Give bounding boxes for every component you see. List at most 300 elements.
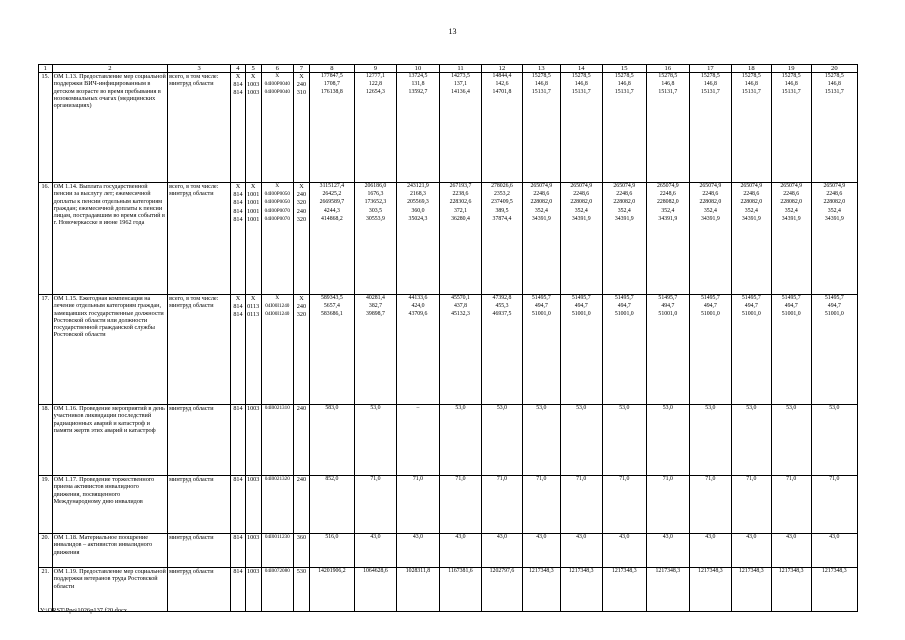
amount-value: 34391,9 xyxy=(741,215,761,222)
target-article: 04І0021320 xyxy=(264,476,290,482)
total-amount-cell xyxy=(309,183,354,295)
year-amount-cell xyxy=(482,183,523,295)
amount-value: 51001,0 xyxy=(658,311,678,318)
grbs-code: Х xyxy=(235,295,241,302)
amount-value: 71,0 xyxy=(496,476,508,482)
amount-value: 494,7 xyxy=(617,303,631,310)
amount-value: 583,0 xyxy=(325,405,339,411)
amount-value: 14136,4 xyxy=(451,89,470,96)
amount-value: 176138,8 xyxy=(321,89,343,96)
amount-value: 437,8 xyxy=(453,303,468,310)
amount-value: 3115127,4 xyxy=(319,183,345,189)
target-article: 04І0021310 xyxy=(264,405,290,411)
target-article-cell xyxy=(261,568,294,612)
amount-value: 53,0 xyxy=(576,405,587,411)
amount-value: 43,0 xyxy=(705,534,716,540)
target-article: 04І00І1240 xyxy=(265,303,290,310)
amount-value: 51001,0 xyxy=(614,311,634,318)
amount-value: 4244,3 xyxy=(323,207,340,214)
column-number: 17 xyxy=(689,65,731,73)
executor: всего, в том числе: минтруд области xyxy=(168,183,231,295)
amount-value: 228082,0 xyxy=(780,199,803,206)
total-amount-cell xyxy=(309,73,354,183)
amount-value: 71,0 xyxy=(786,476,797,482)
grbs-code-cell xyxy=(231,405,246,476)
year-amount-cell xyxy=(560,405,602,476)
year-amount-cell xyxy=(522,405,560,476)
row-number: 18. xyxy=(39,405,53,476)
amount-value: 494,7 xyxy=(703,303,717,310)
amount-value: 43,0 xyxy=(786,534,797,540)
table-row xyxy=(39,73,858,183)
amount-value: 15278,5 xyxy=(781,73,801,79)
amount-value: 51495,7 xyxy=(614,295,634,301)
year-amount-cell xyxy=(522,295,560,405)
year-amount-cell xyxy=(440,295,482,405)
expense-type: 530 xyxy=(296,568,307,575)
amount-value: 45570,1 xyxy=(451,295,470,301)
amount-value: 352,4 xyxy=(661,207,675,214)
section-code: Х xyxy=(250,73,256,80)
amount-value: 51001,0 xyxy=(781,311,801,318)
year-amount-cell xyxy=(771,534,811,568)
measure-name: ОМ 1.15. Ежегодная компенсация на лечение отдельным категориям граждан, замещавших государственные должности Ростовской области или должности государственной гражданской службы Ростовской области xyxy=(52,295,167,405)
amount-value: 46937,5 xyxy=(492,311,512,318)
executor: минтруд области xyxy=(168,568,231,612)
year-amount-cell xyxy=(771,568,811,612)
amount-value: 43,0 xyxy=(829,534,840,540)
amount-value: 2248,6 xyxy=(826,191,843,198)
amount-value: 43,0 xyxy=(496,534,508,540)
measure-name: ОМ 1.17. Проведение торжественного приема активистов инвалидного движения, посвященного Международному дню инвалидов xyxy=(52,476,167,534)
amount-value: 15278,5 xyxy=(614,73,634,79)
amount-value: 205569,3 xyxy=(407,199,429,206)
column-number-row xyxy=(39,65,858,73)
amount-value: 13724,5 xyxy=(408,73,428,79)
grbs-code: Х xyxy=(235,73,241,80)
amount-value: 424,0 xyxy=(411,303,425,310)
year-amount-cell xyxy=(354,534,396,568)
year-amount-cell xyxy=(354,476,396,534)
expense-type: 360 xyxy=(296,534,307,541)
total-amount-cell xyxy=(309,295,354,405)
amount-value: 352,4 xyxy=(784,207,798,214)
amount-value: 71,0 xyxy=(412,476,424,482)
year-amount-cell xyxy=(689,295,731,405)
year-amount-cell xyxy=(396,73,439,183)
year-amount-cell xyxy=(602,568,646,612)
amount-value: 71,0 xyxy=(455,476,466,482)
section-code: 1003 xyxy=(246,89,260,97)
grbs-code-cell xyxy=(231,476,246,534)
amount-value: 852,0 xyxy=(325,476,339,482)
year-amount-cell xyxy=(811,73,857,183)
amount-value: 228082,0 xyxy=(530,199,553,206)
amount-value: 1167381,6 xyxy=(448,568,473,574)
amount-value: 71,0 xyxy=(705,476,716,482)
grbs-code: 814 xyxy=(233,534,243,541)
amount-value: 15278,5 xyxy=(531,73,551,79)
grbs-code: 814 xyxy=(233,81,243,89)
amount-value: 15131,7 xyxy=(824,89,844,96)
expense-type: 240 xyxy=(296,476,307,483)
amount-value: 352,4 xyxy=(827,207,841,214)
year-amount-cell xyxy=(522,476,560,534)
amount-value: 265074,9 xyxy=(530,183,553,189)
section-code: 1003 xyxy=(246,405,260,412)
amount-value: 12654,3 xyxy=(366,89,385,96)
total-amount-cell xyxy=(309,476,354,534)
year-amount-cell xyxy=(396,183,439,295)
amount-value: 494,7 xyxy=(574,303,588,310)
amount-value: 389,5 xyxy=(495,207,509,214)
amount-value: 265074,9 xyxy=(613,183,636,189)
executor: минтруд области xyxy=(168,476,231,534)
expense-type: 240 xyxy=(296,191,307,199)
year-amount-cell xyxy=(396,405,439,476)
amount-value: 51001,0 xyxy=(571,311,591,318)
amount-value: 43,0 xyxy=(370,534,381,540)
year-amount-cell xyxy=(354,73,396,183)
grbs-code: 814 xyxy=(233,207,243,215)
target-article: 04І00Р0040 xyxy=(264,89,290,96)
amount-value: 177847,5 xyxy=(321,73,343,79)
year-amount-cell xyxy=(771,183,811,295)
column-number: 20 xyxy=(811,65,857,73)
target-article-cell xyxy=(261,73,294,183)
year-amount-cell xyxy=(440,534,482,568)
target-article: 04І00Р0050 xyxy=(264,199,290,206)
section-code-cell xyxy=(245,534,261,568)
target-article-cell xyxy=(261,534,294,568)
measure-name: ОМ 1.19. Предоставление мер социальной поддержки ветеранов труда Ростовской области xyxy=(52,568,167,612)
amount-value: 71,0 xyxy=(746,476,757,482)
amount-value: 265074,9 xyxy=(823,183,846,189)
amount-value: 360,0 xyxy=(411,207,425,214)
expense-type: 240 xyxy=(296,303,307,311)
year-amount-cell xyxy=(811,405,857,476)
amount-value: 71,0 xyxy=(619,476,630,482)
amount-value: 228082,0 xyxy=(740,199,763,206)
grbs-code-cell xyxy=(231,568,246,612)
column-number: 6 xyxy=(261,65,294,73)
amount-value: 265074,9 xyxy=(699,183,722,189)
row-number: 17. xyxy=(39,295,53,405)
amount-value: 30553,9 xyxy=(366,215,385,222)
row-number: 21. xyxy=(39,568,53,612)
amount-value: 43,0 xyxy=(536,534,547,540)
year-amount-cell xyxy=(354,183,396,295)
section-code-cell xyxy=(245,183,261,295)
amount-value: 352,4 xyxy=(574,207,588,214)
amount-value: 455,3 xyxy=(495,303,509,310)
amount-value: 53,0 xyxy=(829,405,840,411)
amount-value: 34391,9 xyxy=(824,215,844,222)
grbs-code: 814 xyxy=(233,191,243,199)
expense-type: 240 xyxy=(296,207,307,215)
year-amount-cell xyxy=(771,405,811,476)
amount-value: 2248,6 xyxy=(783,191,800,198)
amount-value: 34391,9 xyxy=(781,215,801,222)
expense-type: 320 xyxy=(296,215,307,223)
amount-value: 51495,7 xyxy=(824,295,844,301)
expense-type: 320 xyxy=(296,199,307,207)
expense-type-cell xyxy=(294,73,310,183)
amount-value: 15278,5 xyxy=(741,73,761,79)
year-amount-cell xyxy=(482,295,523,405)
amount-value: 53,0 xyxy=(619,405,630,411)
year-amount-cell xyxy=(731,568,771,612)
amount-value: 1217348,3 xyxy=(529,568,554,574)
amount-value: 494,7 xyxy=(534,303,548,310)
year-amount-cell xyxy=(396,534,439,568)
amount-value: 137,1 xyxy=(453,81,468,88)
year-amount-cell xyxy=(602,405,646,476)
year-amount-cell xyxy=(602,183,646,295)
amount-value: 43,0 xyxy=(412,534,424,540)
amount-value: 1217348,3 xyxy=(822,568,847,574)
amount-value: 265074,9 xyxy=(780,183,803,189)
amount-value: 146,8 xyxy=(661,81,675,88)
amount-value: 15278,5 xyxy=(658,73,678,79)
column-number: 13 xyxy=(522,65,560,73)
year-amount-cell xyxy=(482,568,523,612)
grbs-code: 814 xyxy=(233,568,243,575)
year-amount-cell xyxy=(354,295,396,405)
amount-value: 34391,9 xyxy=(700,215,720,222)
year-amount-cell xyxy=(560,568,602,612)
amount-value: 14701,8 xyxy=(492,89,512,96)
total-amount-cell xyxy=(309,405,354,476)
year-amount-cell xyxy=(440,476,482,534)
amount-value: 265074,9 xyxy=(570,183,593,189)
target-article: 04І00Р0070 xyxy=(264,215,290,222)
row-number: 16. xyxy=(39,183,53,295)
amount-value: 47392,8 xyxy=(492,295,512,301)
year-amount-cell xyxy=(771,73,811,183)
amount-value: 146,8 xyxy=(703,81,717,88)
year-amount-cell xyxy=(646,183,689,295)
row-number: 19. xyxy=(39,476,53,534)
amount-value: 43,0 xyxy=(746,534,757,540)
amount-value: 2248,6 xyxy=(659,191,676,198)
file-path-footer: Y:\ORST\Ppo\1026p137.f20.docx xyxy=(40,607,128,614)
amount-value: 372,1 xyxy=(453,207,468,214)
grbs-code: Х xyxy=(235,183,241,190)
section-code: 1001 xyxy=(246,199,260,207)
total-amount-cell xyxy=(309,534,354,568)
amount-value: 15131,7 xyxy=(571,89,591,96)
amount-value: 15131,7 xyxy=(781,89,801,96)
grbs-code: 814 xyxy=(233,476,243,483)
expense-type-cell xyxy=(294,295,310,405)
section-code: 1001 xyxy=(246,207,260,215)
section-code: 1001 xyxy=(246,191,260,199)
grbs-code: 814 xyxy=(233,303,243,311)
year-amount-cell xyxy=(482,405,523,476)
amount-value: 71,0 xyxy=(829,476,840,482)
amount-value: 494,7 xyxy=(827,303,841,310)
measure-name: ОМ 1.18. Материальное поощрение инвалидов – активистов инвалидного движения xyxy=(52,534,167,568)
expense-type-cell xyxy=(294,568,310,612)
amount-value: 243121,9 xyxy=(407,183,429,189)
amount-value: 14273,5 xyxy=(451,73,470,79)
grbs-code: 814 xyxy=(233,199,243,207)
total-amount-cell xyxy=(309,568,354,612)
amount-value: 5657,4 xyxy=(323,303,340,310)
amount-value: 51001,0 xyxy=(741,311,761,318)
target-article: Х xyxy=(275,183,280,189)
amount-value: 53,0 xyxy=(662,405,673,411)
grbs-code: 814 xyxy=(233,89,243,97)
section-code: Х xyxy=(250,183,256,190)
section-code: 1003 xyxy=(246,81,260,89)
year-amount-cell xyxy=(560,534,602,568)
year-amount-cell xyxy=(482,534,523,568)
table-row xyxy=(39,534,858,568)
year-amount-cell xyxy=(771,295,811,405)
expense-type-cell xyxy=(294,405,310,476)
year-amount-cell xyxy=(811,568,857,612)
year-amount-cell xyxy=(354,405,396,476)
amount-value: 494,7 xyxy=(784,303,798,310)
amount-value: 34391,9 xyxy=(571,215,591,222)
expense-type: 310 xyxy=(296,89,307,97)
year-amount-cell xyxy=(440,183,482,295)
amount-value: 1217348,3 xyxy=(698,568,723,574)
amount-value: 40281,4 xyxy=(366,295,385,301)
target-article: 04І0011230 xyxy=(264,534,290,540)
amount-value: 516,0 xyxy=(325,534,339,540)
year-amount-cell xyxy=(771,476,811,534)
amount-value: 53,0 xyxy=(786,405,797,411)
amount-value: 51495,7 xyxy=(781,295,801,301)
executor: всего, в том числе: минтруд области xyxy=(168,295,231,405)
amount-value: 51001,0 xyxy=(824,311,844,318)
column-number: 3 xyxy=(168,65,231,73)
amount-value: 2669589,7 xyxy=(319,199,345,206)
amount-value: 43,0 xyxy=(662,534,673,540)
amount-value: 15278,5 xyxy=(700,73,720,79)
amount-value: 589343,5 xyxy=(321,295,343,301)
expense-type: 240 xyxy=(296,405,307,412)
year-amount-cell xyxy=(396,295,439,405)
section-code: 0113 xyxy=(247,311,260,319)
amount-value: 131,8 xyxy=(411,81,425,88)
year-amount-cell xyxy=(731,183,771,295)
year-amount-cell xyxy=(811,476,857,534)
amount-value: 45132,3 xyxy=(451,311,470,318)
amount-value: 15131,7 xyxy=(741,89,761,96)
executor: минтруд области xyxy=(168,534,231,568)
amount-value: 71,0 xyxy=(536,476,547,482)
amount-value: 51495,7 xyxy=(571,295,591,301)
year-amount-cell xyxy=(522,534,560,568)
amount-value: 352,4 xyxy=(534,207,548,214)
target-article: Х xyxy=(275,73,280,79)
year-amount-cell xyxy=(689,405,731,476)
year-amount-cell xyxy=(689,183,731,295)
year-amount-cell xyxy=(731,295,771,405)
year-amount-cell xyxy=(396,568,439,612)
year-amount-cell xyxy=(522,73,560,183)
column-number: 7 xyxy=(294,65,310,73)
amount-value: 1217348,3 xyxy=(778,568,804,574)
amount-value: 494,7 xyxy=(661,303,675,310)
amount-value: 1064628,6 xyxy=(363,568,388,574)
section-code-cell xyxy=(245,405,261,476)
year-amount-cell xyxy=(396,476,439,534)
amount-value: 1202797,6 xyxy=(489,568,515,574)
amount-value: 265074,9 xyxy=(740,183,763,189)
amount-value: 228082,0 xyxy=(656,199,679,206)
amount-value: 14844,4 xyxy=(492,73,512,79)
target-article: Х xyxy=(275,295,280,301)
year-amount-cell xyxy=(560,73,602,183)
amount-value: 51001,0 xyxy=(531,311,551,318)
amount-value: 142,6 xyxy=(495,81,509,88)
amount-value: 14201906,2 xyxy=(318,568,346,574)
amount-value: 13592,7 xyxy=(408,89,428,96)
table-row xyxy=(39,405,858,476)
amount-value: 228082,0 xyxy=(613,199,636,206)
column-number: 8 xyxy=(309,65,354,73)
amount-value: 15278,5 xyxy=(824,73,844,79)
amount-value: 1217348,3 xyxy=(655,568,681,574)
grbs-code: 814 xyxy=(233,405,243,412)
amount-value: 352,4 xyxy=(617,207,631,214)
grbs-code: 814 xyxy=(233,215,243,223)
amount-value: 43,0 xyxy=(619,534,630,540)
amount-value: 2248,6 xyxy=(616,191,633,198)
expense-type: Х xyxy=(299,183,304,190)
measure-name: ОМ 1.14. Выплата государственной пенсии за выслугу лет; ежемесячной доплаты к пенсии отдельным категориям граждан; ежемесячной доплаты к пенсии лицам, пострадавшим во время событий в г. Новочеркасске в июне 1962 года xyxy=(52,183,167,295)
grbs-code: 814 xyxy=(233,311,243,319)
target-article: 04І00Р0050 xyxy=(264,191,290,198)
amount-value: 414868,2 xyxy=(321,215,343,222)
amount-value: 228082,0 xyxy=(570,199,593,206)
amount-value: 15131,7 xyxy=(614,89,634,96)
amount-value: 122,8 xyxy=(368,81,382,88)
amount-value: 51495,7 xyxy=(531,295,551,301)
target-article: 04І00Р0040 xyxy=(264,81,290,88)
amount-value: 53,0 xyxy=(746,405,757,411)
column-number: 16 xyxy=(646,65,689,73)
amount-value: 15131,7 xyxy=(658,89,678,96)
amount-value: 2248,6 xyxy=(533,191,550,198)
grbs-code-cell xyxy=(231,295,246,405)
year-amount-cell xyxy=(602,295,646,405)
section-code: 0113 xyxy=(247,303,260,311)
year-amount-cell xyxy=(646,568,689,612)
column-number: 15 xyxy=(602,65,646,73)
year-amount-cell xyxy=(354,568,396,612)
amount-value: 53,0 xyxy=(496,405,508,411)
year-amount-cell xyxy=(646,476,689,534)
section-code: 1001 xyxy=(246,215,260,223)
amount-value: 1676,3 xyxy=(367,191,384,198)
year-amount-cell xyxy=(689,73,731,183)
section-code: 1003 xyxy=(246,534,260,541)
amount-value: 15278,5 xyxy=(571,73,591,79)
target-article-cell xyxy=(261,476,294,534)
row-number: 15. xyxy=(39,73,53,183)
column-number: 2 xyxy=(52,65,167,73)
year-amount-cell xyxy=(731,405,771,476)
amount-value: 34391,9 xyxy=(658,215,678,222)
column-number: 14 xyxy=(560,65,602,73)
amount-value: 39898,7 xyxy=(366,311,385,318)
